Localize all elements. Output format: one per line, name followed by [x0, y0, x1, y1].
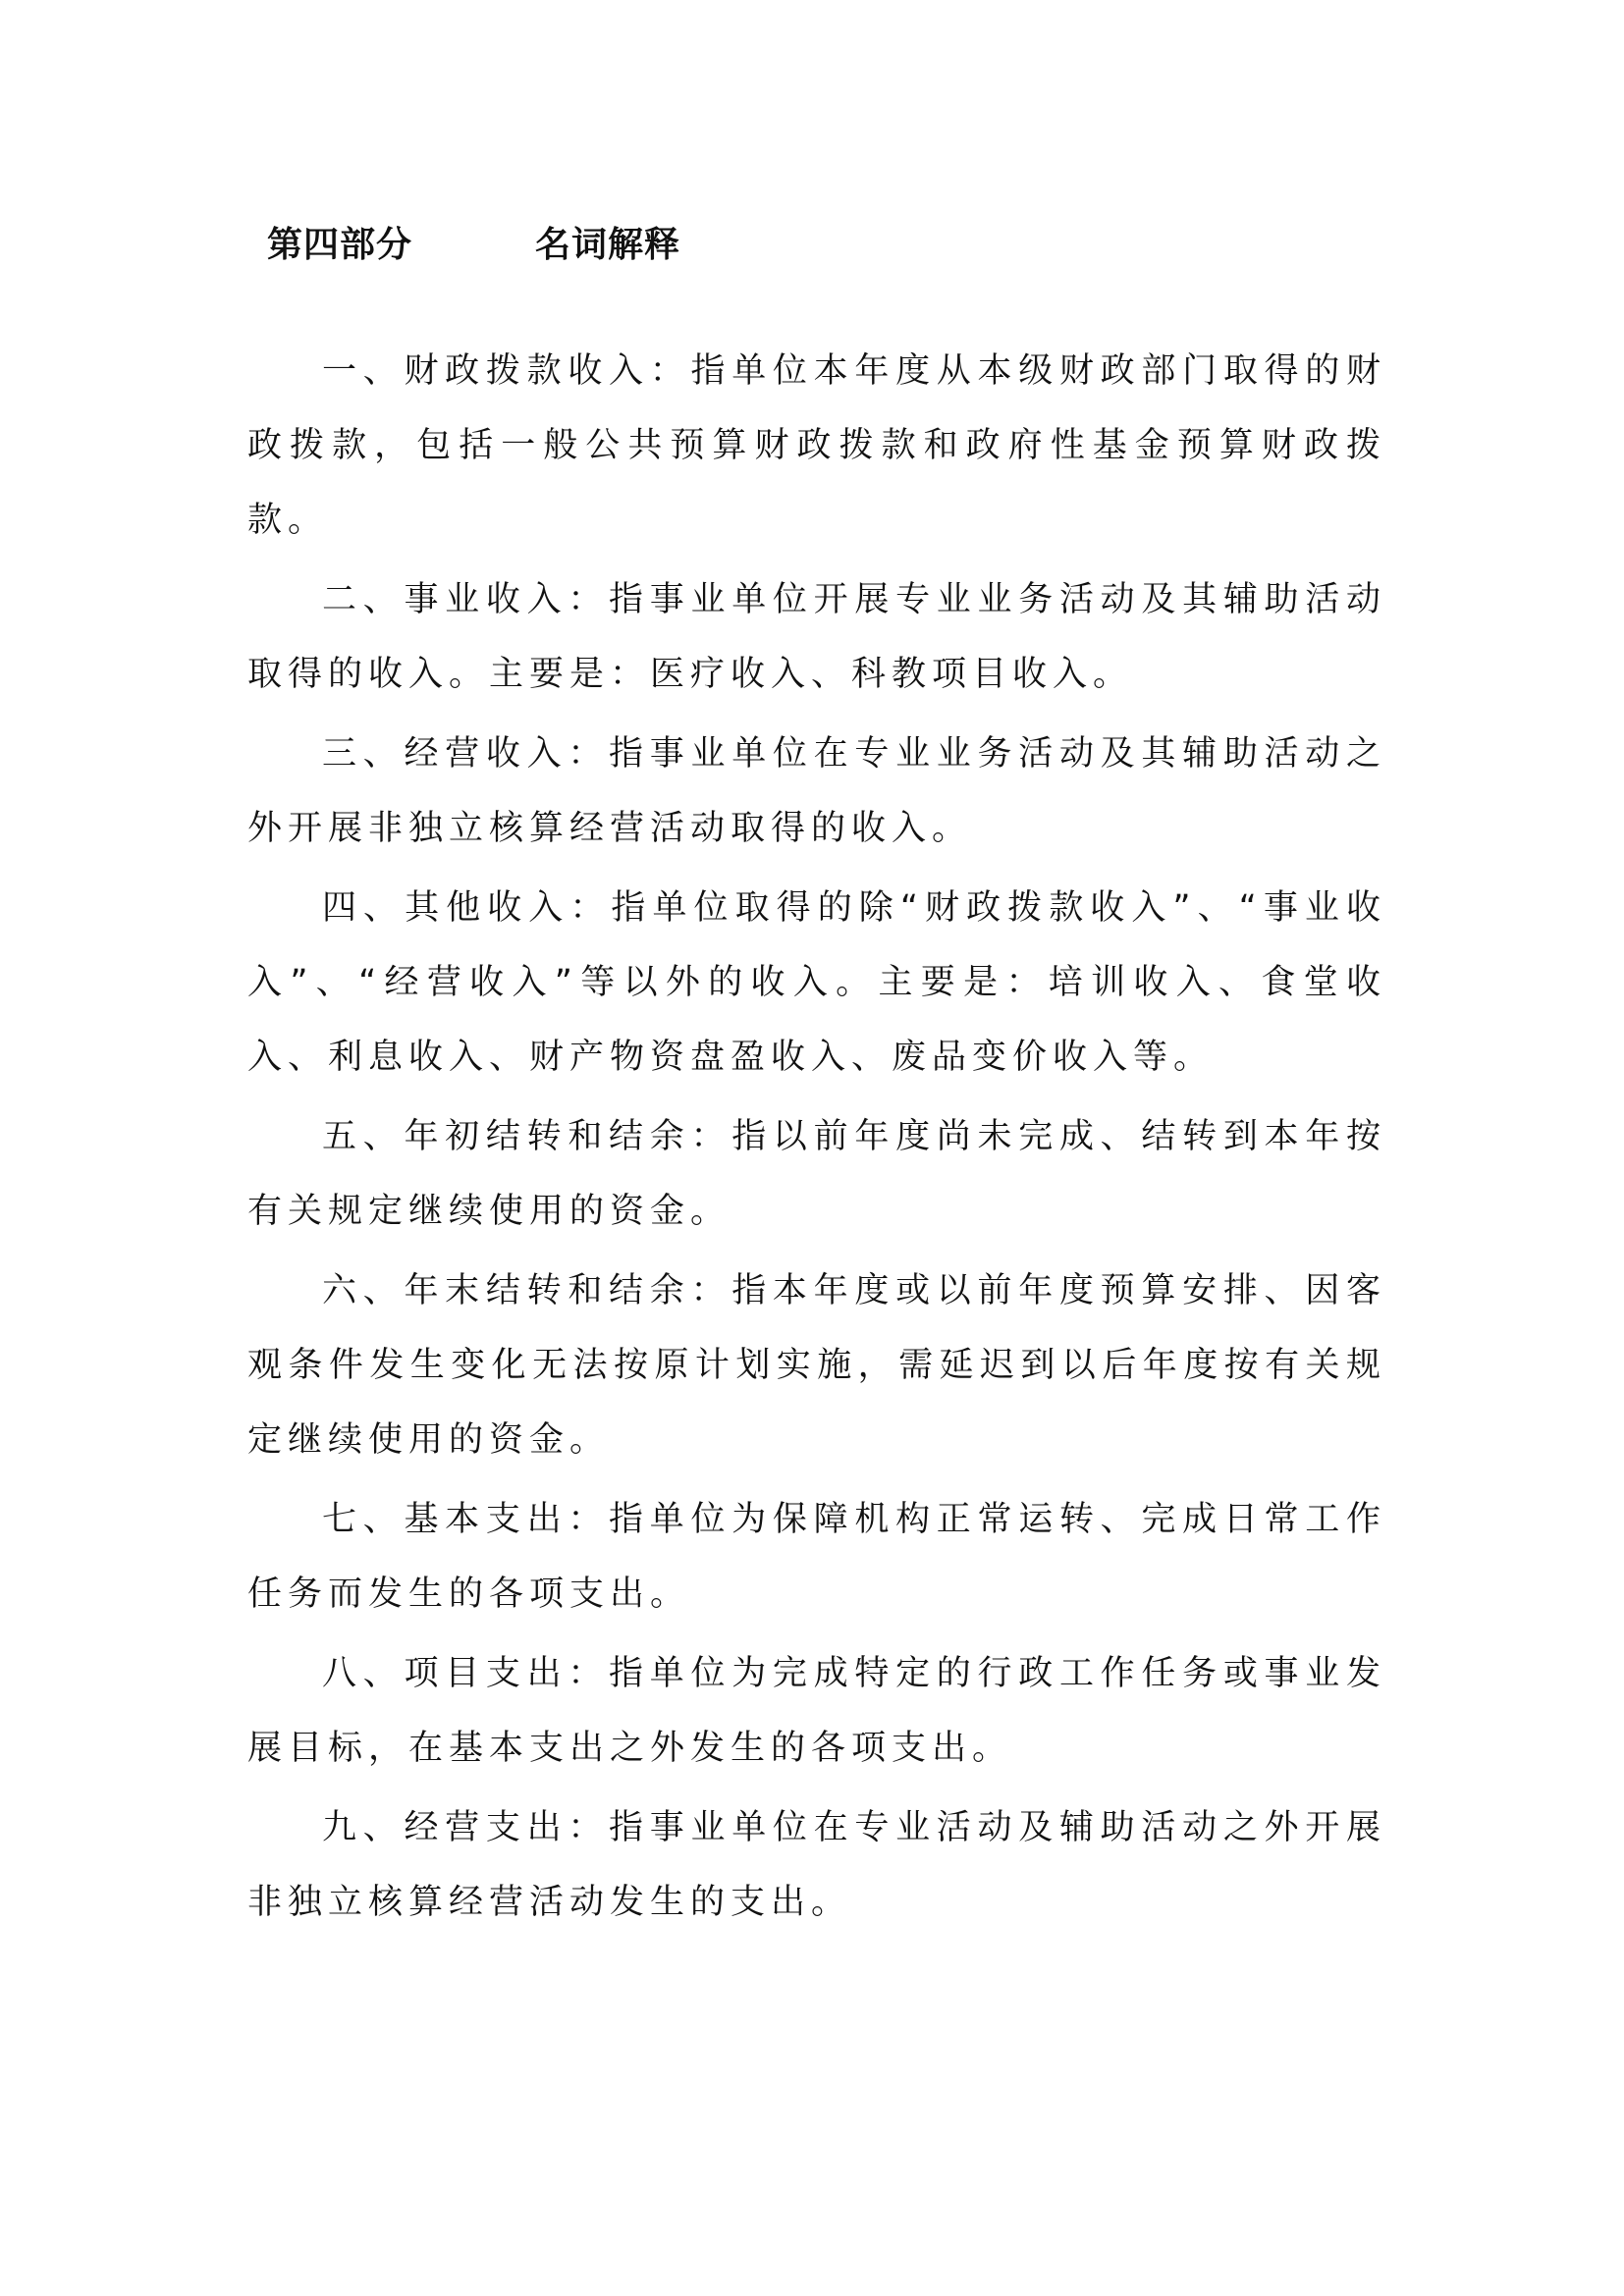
definition-paragraph: 七、基本支出：指单位为保障机构正常运转、完成日常工作任务而发生的各项支出。: [247, 1500, 1386, 1614]
definition-paragraph: 四、其他收入：指单位取得的除“财政拨款收入”、“事业收入”、“经营收入”等以外的收入。主要是：培训收入、食堂收入、利息收入、财产物资盘盈收入、废品变价收入等。: [247, 888, 1386, 1077]
definition-paragraph: 二、事业收入：指事业单位开展专业业务活动及其辅助活动取得的收入。主要是：医疗收入、科教项目收入。: [247, 580, 1386, 694]
definition-paragraph: 九、经营支出：指事业单位在专业活动及辅助活动之外开展非独立核算经营活动发生的支出。: [247, 1808, 1386, 1922]
section-title: 名词解释: [535, 224, 681, 265]
definition-paragraph: 一、财政拨款收入：指单位本年度从本级财政部门取得的财政拨款，包括一般公共预算财政拨款和政府性基金预算财政拨款。: [247, 351, 1386, 540]
definition-paragraph: 五、年初结转和结余：指以前年度尚未完成、结转到本年按有关规定继续使用的资金。: [247, 1117, 1386, 1231]
definition-paragraph: 六、年末结转和结余：指本年度或以前年度预算安排、因客观条件发生变化无法按原计划实施，需延迟到以后年度按有关规定继续使用的资金。: [247, 1271, 1386, 1460]
definition-paragraph: 八、项目支出：指单位为完成特定的行政工作任务或事业发展目标，在基本支出之外发生的各项支出。: [247, 1654, 1386, 1768]
section-heading: [267, 212, 680, 271]
definition-paragraph: 三、经营收入：指事业单位在专业业务活动及其辅助活动之外开展非独立核算经营活动取得的收入。: [247, 734, 1386, 848]
section-part-label: 第四部分: [267, 224, 413, 265]
definitions-list: [247, 334, 1386, 1940]
